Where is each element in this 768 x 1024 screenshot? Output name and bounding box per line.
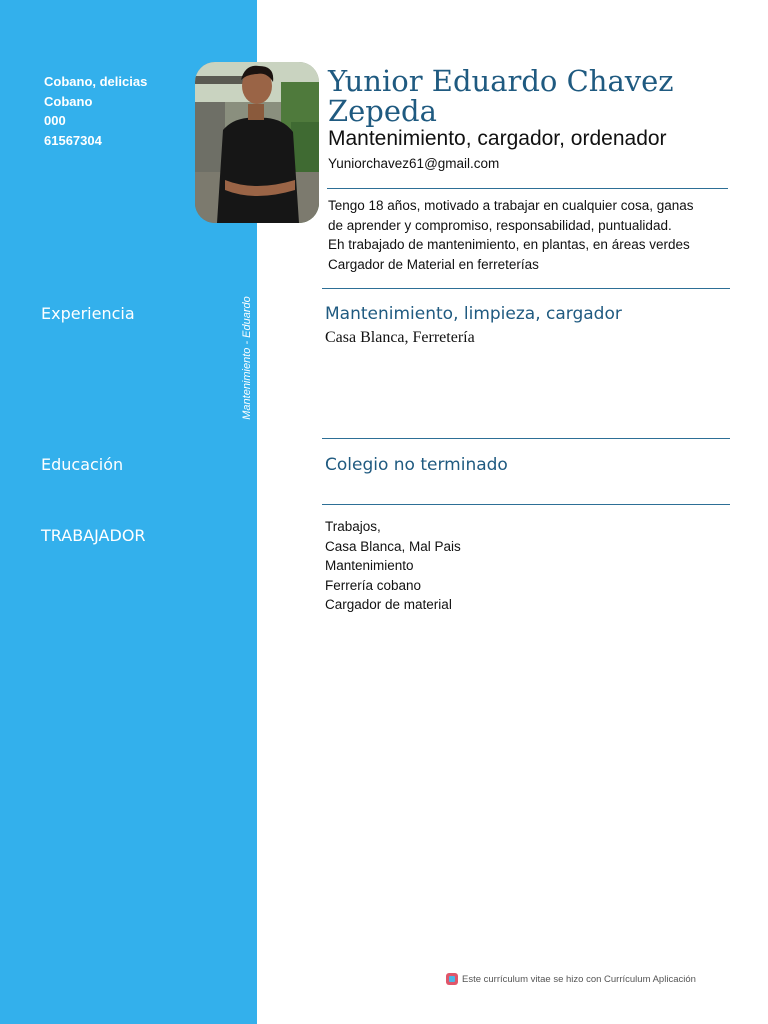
summary-line: Eh trabajado de mantenimiento, en plantas, en áreas verdes	[328, 237, 690, 252]
footer-credit[interactable]	[446, 973, 696, 985]
list-item: Ferrería cobano	[325, 577, 422, 593]
experience-title: Mantenimiento, limpieza, cargador	[325, 304, 622, 324]
profile-summary	[328, 196, 728, 274]
vertical-tagline: Mantenimiento - Eduardo	[241, 296, 253, 420]
footer-text: Este currículum vitae se hizo con Currículum Aplicación	[462, 973, 696, 985]
divider	[322, 504, 730, 505]
section-label-experience: Experiencia	[41, 304, 135, 323]
list-item: Mantenimiento	[325, 558, 414, 573]
list-item: Cargador de material	[325, 597, 452, 612]
section-label-worker: TRABAJADOR	[41, 526, 146, 545]
profile-photo	[195, 62, 319, 223]
education-title: Colegio no terminado	[325, 455, 508, 475]
section-label-education: Educación	[41, 455, 124, 474]
summary-line: de aprender y compromiso, responsabilidad, puntualidad.	[328, 217, 672, 233]
app-logo-icon	[446, 973, 458, 985]
contact-phone: 61567304	[44, 132, 102, 148]
profile-photo-image	[195, 62, 319, 223]
contact-address: Cobano, delicias	[44, 74, 148, 89]
divider	[322, 438, 730, 439]
divider	[322, 288, 730, 289]
list-item: Trabajos,	[325, 519, 381, 534]
summary-line: Cargador de Material en ferreterías	[328, 256, 539, 272]
experience-place: Casa Blanca, Ferretería	[325, 329, 475, 346]
contact-postal-code: 000	[44, 113, 66, 128]
candidate-role: Mantenimiento, cargador, ordenador	[328, 127, 667, 150]
contact-block	[44, 72, 194, 150]
contact-city: Cobano	[44, 93, 93, 109]
list-item: Casa Blanca, Mal Pais	[325, 538, 461, 554]
divider	[327, 188, 728, 189]
candidate-name: Yunior Eduardo Chavez Zepeda	[328, 64, 674, 128]
worker-list	[325, 517, 461, 615]
summary-line: Tengo 18 años, motivado a trabajar en cualquier cosa, ganas	[328, 198, 694, 213]
candidate-email[interactable]: Yuniorchavez61@gmail.com	[328, 156, 500, 171]
